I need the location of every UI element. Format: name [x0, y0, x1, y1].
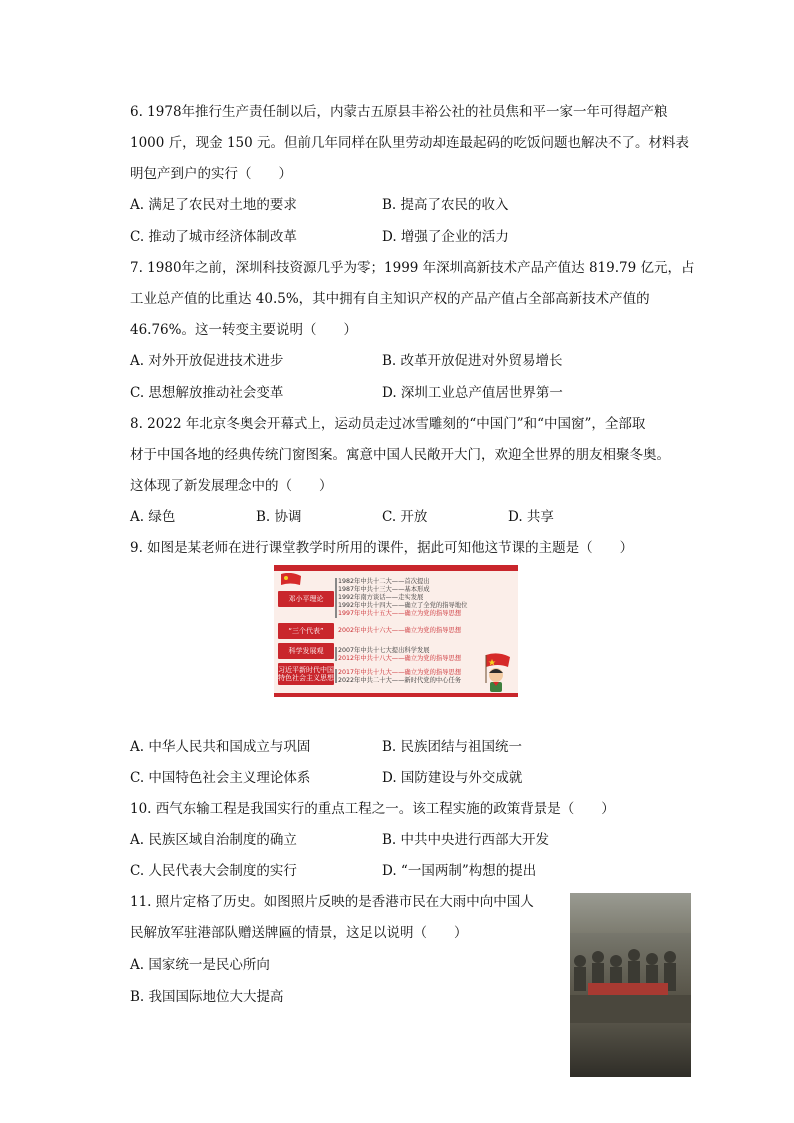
option-b[interactable]: B. 民族团结与祖国统一	[382, 739, 523, 755]
option-d[interactable]: D. 增强了企业的活力	[382, 229, 509, 245]
question-text-line: 6. 1978年推行生产责任制以后，内蒙古五原县丰裕公社的社员焦和平一家一年可得超产粮	[130, 104, 668, 120]
option-d[interactable]: D. 国防建设与外交成就	[382, 770, 523, 786]
question-text-line: 7. 1980年之前，深圳科技资源几乎为零；1999 年深圳高新技术产品产值达 819.79 亿元，占	[130, 260, 695, 276]
photo-sky	[570, 893, 691, 933]
option-a[interactable]: A. 民族区域自治制度的确立	[130, 832, 297, 848]
slide-top-bar	[274, 565, 518, 571]
option-b[interactable]: B. 协调	[256, 509, 302, 525]
question-text-line: 46.76%。这一转变主要说明（ ）	[130, 322, 357, 338]
question-text-line: 10. 西气东输工程是我国实行的重点工程之一。该工程实施的政策背景是（ ）	[130, 801, 615, 817]
option-c[interactable]: C. 推动了城市经济体制改革	[130, 229, 297, 245]
courseware-slide-figure	[274, 565, 518, 697]
child-with-flag-illustration	[478, 653, 514, 693]
question-text-line: 明包产到户的实行（ ）	[130, 166, 292, 182]
timeline-entry: 1987年中共十三大——基本形成	[338, 586, 430, 593]
photo-foreground	[570, 1023, 691, 1077]
option-c[interactable]: C. 思想解放推动社会变革	[130, 385, 284, 401]
question-text-line: 9. 如图是某老师在进行课堂教学时所用的课件，据此可知他这节课的主题是（ ）	[130, 540, 634, 556]
timeline-entry: 1992年中共十四大——确立了全党的指导地位	[338, 602, 468, 609]
hong-kong-rain-photo	[570, 893, 691, 1077]
timeline-brace	[335, 647, 337, 661]
badge-deng-theory: 邓小平理论	[278, 591, 334, 607]
timeline-entry: 1997年中共十五大——确立为党的指导思想	[338, 610, 462, 617]
option-b[interactable]: B. 我国国际地位大大提高	[130, 989, 284, 1005]
option-a[interactable]: A. 中华人民共和国成立与巩固	[130, 739, 311, 755]
option-a[interactable]: A. 满足了农民对土地的要求	[130, 197, 297, 213]
timeline-entry: 2022年中共二十大——新时代党的中心任务	[338, 677, 462, 684]
option-d[interactable]: D. 深圳工业总产值居世界第一	[382, 385, 563, 401]
party-flag-icon	[280, 573, 302, 587]
timeline-entry: 1982年中共十二大——首次提出	[338, 578, 430, 585]
timeline-entry: 2007年中共十七大提出科学发展	[338, 647, 430, 654]
question-text-line: 这体现了新发展理念中的（ ）	[130, 478, 333, 494]
option-c[interactable]: C. 中国特色社会主义理论体系	[130, 770, 311, 786]
timeline-brace	[335, 578, 337, 618]
timeline-brace	[335, 669, 337, 683]
timeline-entry: 2002年中共十六大——确立为党的指导思想	[338, 627, 462, 634]
crowd-silhouettes	[570, 943, 691, 1023]
option-d[interactable]: D. 共享	[508, 509, 554, 525]
option-c[interactable]: C. 开放	[382, 509, 428, 525]
option-b[interactable]: B. 中共中央进行西部大开发	[382, 832, 550, 848]
timeline-entry: 1992年南方谈话——走实发展	[338, 594, 424, 601]
question-text-line: 材于中国各地的经典传统门窗图案。寓意中国人民敞开大门，欢迎全世界的朋友相聚冬奥。	[130, 447, 670, 463]
option-a[interactable]: A. 绿色	[130, 509, 176, 525]
question-text-line: 工业总产值的比重达 40.5%，其中拥有自主知识产权的产品产值占全部高新技术产值的	[130, 291, 650, 307]
timeline-entry: 2012年中共十八大——确立为党的指导思想	[338, 655, 462, 662]
question-text-line: 1000 斤，现金 150 元。但前几年同样在队里劳动却连最起码的吃饭问题也解决不了。材料表	[130, 135, 689, 151]
question-text-line: 民解放军驻港部队赠送牌匾的情景，这足以说明（ ）	[130, 925, 468, 941]
timeline-entry: 2017年中共十九大——确立为党的指导思想	[338, 669, 462, 676]
option-a[interactable]: A. 国家统一是民心所向	[130, 957, 270, 973]
option-d[interactable]: D. “一国两制”构想的提出	[382, 863, 537, 879]
badge-scientific-outlook: 科学发展观	[278, 643, 334, 659]
badge-xi-thought: 习近平新时代中国特色社会主义思想	[278, 663, 334, 685]
option-a[interactable]: A. 对外开放促进技术进步	[130, 353, 284, 369]
slide-bottom-bar	[274, 693, 518, 697]
option-b[interactable]: B. 改革开放促进对外贸易增长	[382, 353, 563, 369]
option-c[interactable]: C. 人民代表大会制度的实行	[130, 863, 297, 879]
badge-three-represents: “三个代表”	[278, 623, 334, 639]
question-text-line: 8. 2022 年北京冬奥会开幕式上，运动员走过冰雪雕刻的“中国门”和“中国窗”，全部取	[130, 416, 646, 432]
question-text-line: 11. 照片定格了历史。如图照片反映的是香港市民在大雨中向中国人	[130, 894, 534, 910]
option-b[interactable]: B. 提高了农民的收入	[382, 197, 509, 213]
